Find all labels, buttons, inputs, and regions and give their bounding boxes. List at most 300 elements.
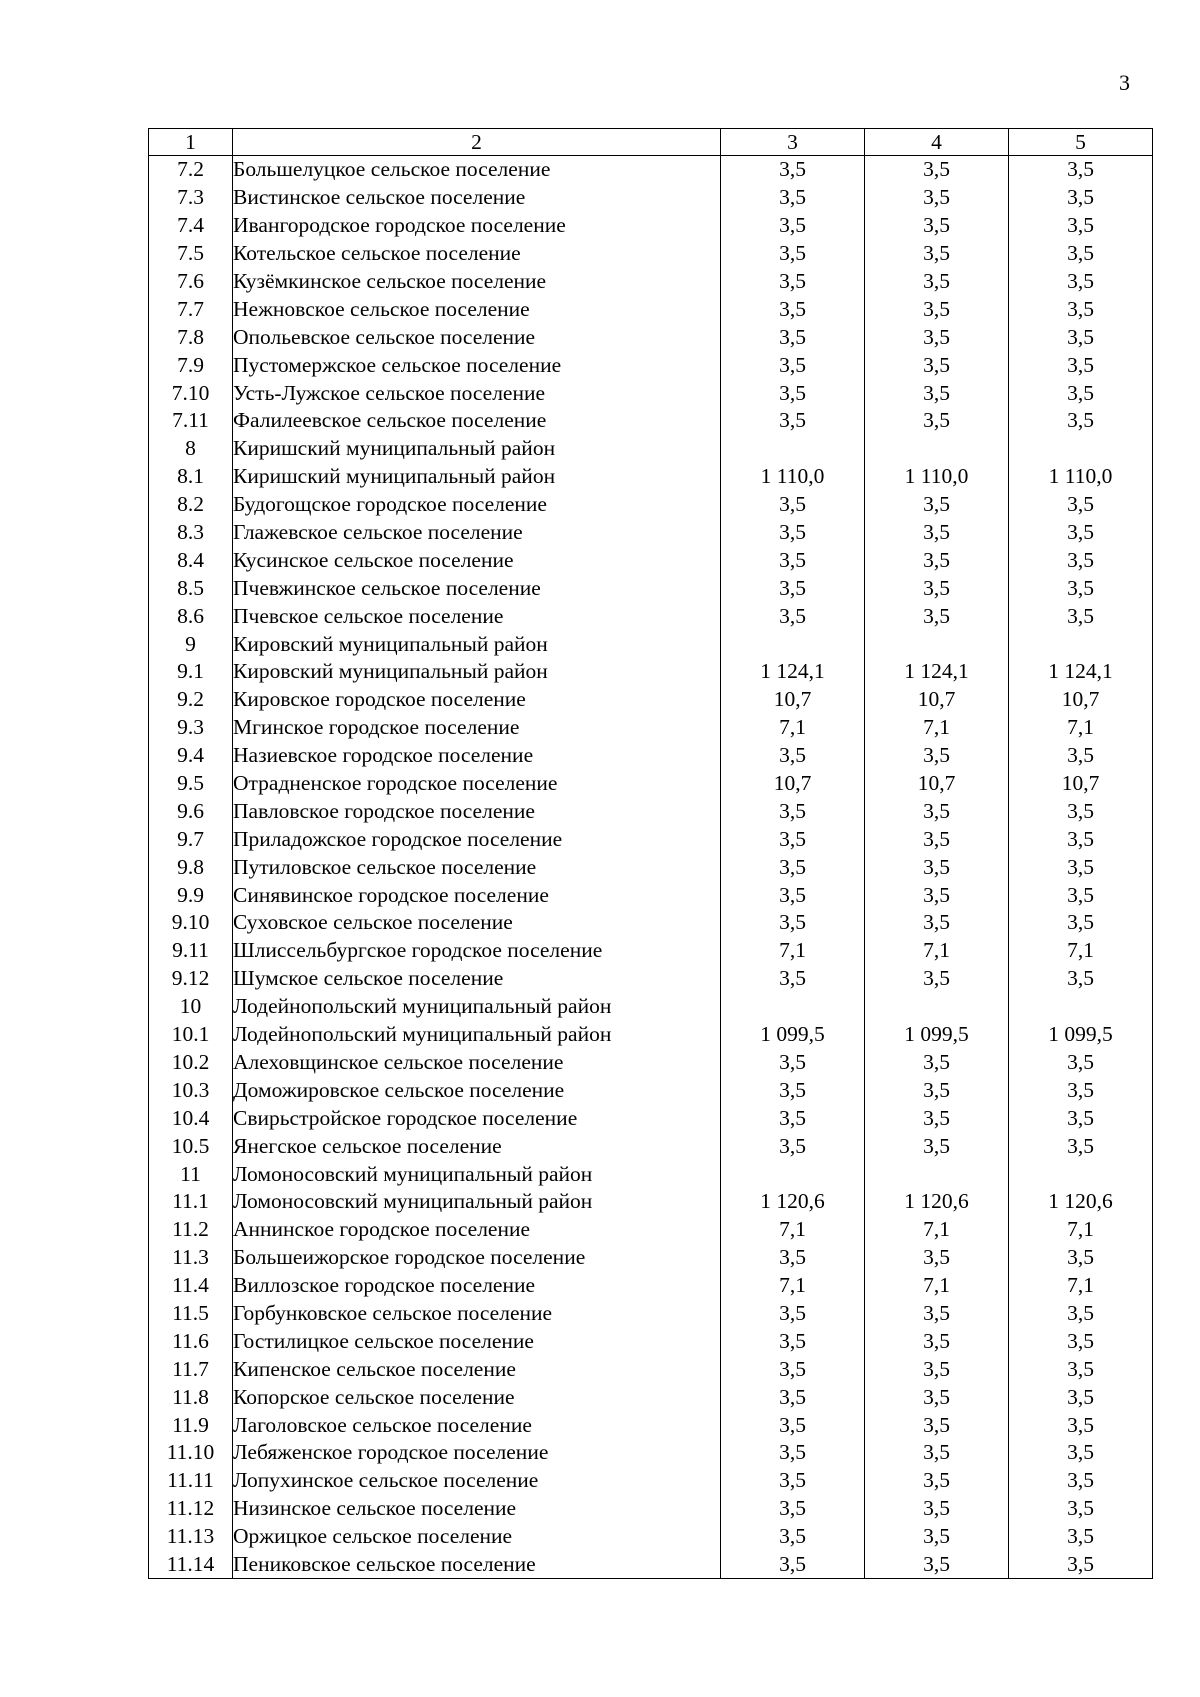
municipality-name-cell: Горбунковское сельское поселение [233,1300,721,1328]
value-cell-col5: 3,5 [1009,1411,1153,1439]
municipality-name-cell: Пениковское сельское поселение [233,1551,721,1579]
table-row [149,1244,1153,1272]
row-number-cell: 8.3 [149,519,233,547]
value-cell-col3: 3,5 [721,742,865,770]
value-cell-col3: 3,5 [721,240,865,268]
value-cell-col4: 10,7 [865,770,1009,798]
row-number-cell: 9.10 [149,909,233,937]
table-row [149,435,1153,463]
row-number-cell: 7.8 [149,323,233,351]
value-cell-col4: 3,5 [865,1132,1009,1160]
value-cell-col3: 3,5 [721,1104,865,1132]
value-cell-col5: 3,5 [1009,965,1153,993]
table-row [149,658,1153,686]
table-row [149,156,1153,184]
municipality-name-cell: Виллозское городское поселение [233,1272,721,1300]
table-row [149,1551,1153,1579]
table-row [149,519,1153,547]
municipality-name-cell: Ломоносовский муниципальный район [233,1188,721,1216]
row-number-cell: 11.9 [149,1411,233,1439]
table-row [149,1216,1153,1244]
table-row [149,184,1153,212]
row-number-cell: 7.9 [149,351,233,379]
value-cell-col3: 1 099,5 [721,1021,865,1049]
value-cell-col3: 3,5 [721,268,865,296]
value-cell-col4: 3,5 [865,379,1009,407]
table-row [149,351,1153,379]
municipality-name-cell: Вистинское сельское поселение [233,184,721,212]
value-cell-col3: 3,5 [721,379,865,407]
table-row [149,491,1153,519]
value-cell-col5: 3,5 [1009,1467,1153,1495]
value-cell-col5: 3,5 [1009,546,1153,574]
value-cell-col4: 3,5 [865,909,1009,937]
municipality-name-cell: Фалилеевское сельское поселение [233,407,721,435]
value-cell-col5: 1 120,6 [1009,1188,1153,1216]
value-cell-col4: 3,5 [865,574,1009,602]
table-row [149,1383,1153,1411]
value-cell-col4: 3,5 [865,1076,1009,1104]
row-number-cell: 9.8 [149,853,233,881]
value-cell-col3: 3,5 [721,1049,865,1077]
value-cell-col3: 3,5 [721,1551,865,1579]
table-header-row [149,129,1153,156]
value-cell-col3: 3,5 [721,1383,865,1411]
value-cell-col4: 1 120,6 [865,1188,1009,1216]
value-cell-col5: 1 099,5 [1009,1021,1153,1049]
value-cell-col5: 3,5 [1009,602,1153,630]
value-cell-col5: 3,5 [1009,1132,1153,1160]
value-cell-col4: 3,5 [865,323,1009,351]
table-row [149,937,1153,965]
value-cell-col5: 3,5 [1009,1523,1153,1551]
value-cell-col4: 3,5 [865,797,1009,825]
row-number-cell: 8 [149,435,233,463]
table-row [149,1523,1153,1551]
value-cell-col3: 3,5 [721,407,865,435]
value-cell-col5: 3,5 [1009,212,1153,240]
municipality-name-cell: Назиевское городское поселение [233,742,721,770]
value-cell-col4: 3,5 [865,1495,1009,1523]
value-cell-col4: 1 099,5 [865,1021,1009,1049]
municipality-name-cell: Усть-Лужское сельское поселение [233,379,721,407]
value-cell-col4: 3,5 [865,742,1009,770]
value-cell-col5 [1009,993,1153,1021]
table-row [149,1021,1153,1049]
value-cell-col4: 10,7 [865,686,1009,714]
value-cell-col5: 3,5 [1009,742,1153,770]
municipality-name-cell: Оржицкое сельское поселение [233,1523,721,1551]
municipality-name-cell: Шлиссельбургское городское поселение [233,937,721,965]
value-cell-col5 [1009,630,1153,658]
table-row [149,1132,1153,1160]
table-row [149,797,1153,825]
municipality-name-cell: Аннинское городское поселение [233,1216,721,1244]
value-cell-col5: 3,5 [1009,1076,1153,1104]
row-number-cell: 10.1 [149,1021,233,1049]
value-cell-col4: 3,5 [865,1104,1009,1132]
allocation-table [148,128,1153,1579]
row-number-cell: 11.5 [149,1300,233,1328]
table-row [149,1300,1153,1328]
page-number: 3 [1119,70,1130,95]
value-cell-col4: 3,5 [865,240,1009,268]
municipality-name-cell: Нежновское сельское поселение [233,295,721,323]
value-cell-col5: 7,1 [1009,714,1153,742]
row-number-cell: 7.2 [149,156,233,184]
municipality-name-cell: Пустомержское сельское поселение [233,351,721,379]
value-cell-col4: 3,5 [865,268,1009,296]
value-cell-col3: 3,5 [721,351,865,379]
value-cell-col5: 3,5 [1009,379,1153,407]
table-row [149,825,1153,853]
value-cell-col5: 3,5 [1009,797,1153,825]
table-row [149,853,1153,881]
value-cell-col5: 3,5 [1009,1383,1153,1411]
value-cell-col3: 3,5 [721,212,865,240]
table-row [149,407,1153,435]
table-row [149,240,1153,268]
municipality-name-cell: Лаголовское сельское поселение [233,1411,721,1439]
table-row [149,463,1153,491]
value-cell-col4: 3,5 [865,1049,1009,1077]
row-number-cell: 9.11 [149,937,233,965]
row-number-cell: 9.1 [149,658,233,686]
municipality-name-cell: Лодейнопольский муниципальный район [233,993,721,1021]
municipality-name-cell: Кировское городское поселение [233,686,721,714]
value-cell-col5: 3,5 [1009,240,1153,268]
value-cell-col5: 3,5 [1009,1355,1153,1383]
column-header-2: 2 [233,129,721,156]
value-cell-col5: 3,5 [1009,881,1153,909]
table-row [149,965,1153,993]
municipality-name-cell: Большелуцкое сельское поселение [233,156,721,184]
row-number-cell: 8.2 [149,491,233,519]
municipality-name-cell: Гостилицкое сельское поселение [233,1327,721,1355]
value-cell-col4: 3,5 [865,1467,1009,1495]
municipality-name-cell: Опольевское сельское поселение [233,323,721,351]
value-cell-col4 [865,435,1009,463]
value-cell-col4: 3,5 [865,156,1009,184]
table-row [149,1327,1153,1355]
municipality-name-cell: Ломоносовский муниципальный район [233,1160,721,1188]
value-cell-col3: 3,5 [721,602,865,630]
municipality-name-cell: Глажевское сельское поселение [233,519,721,547]
municipality-name-cell: Янегское сельское поселение [233,1132,721,1160]
municipality-name-cell: Доможировское сельское поселение [233,1076,721,1104]
row-number-cell: 11 [149,1160,233,1188]
value-cell-col4: 7,1 [865,1216,1009,1244]
municipality-name-cell: Суховское сельское поселение [233,909,721,937]
municipality-name-cell: Отрадненское городское поселение [233,770,721,798]
value-cell-col4: 7,1 [865,714,1009,742]
value-cell-col3: 7,1 [721,1272,865,1300]
row-number-cell: 8.1 [149,463,233,491]
value-cell-col4: 3,5 [865,351,1009,379]
row-number-cell: 11.7 [149,1355,233,1383]
value-cell-col5: 7,1 [1009,1272,1153,1300]
column-header-5: 5 [1009,129,1153,156]
value-cell-col3: 3,5 [721,1327,865,1355]
table-row [149,1495,1153,1523]
municipality-name-cell: Приладожское городское поселение [233,825,721,853]
value-cell-col3: 3,5 [721,965,865,993]
table-row [149,1160,1153,1188]
value-cell-col4: 3,5 [865,602,1009,630]
value-cell-col4: 3,5 [865,1327,1009,1355]
value-cell-col3: 3,5 [721,1132,865,1160]
value-cell-col3 [721,993,865,1021]
value-cell-col3: 3,5 [721,574,865,602]
row-number-cell: 9.7 [149,825,233,853]
municipality-name-cell: Лопухинское сельское поселение [233,1467,721,1495]
municipality-name-cell: Кировский муниципальный район [233,658,721,686]
value-cell-col4: 3,5 [865,1244,1009,1272]
value-cell-col4: 1 110,0 [865,463,1009,491]
row-number-cell: 9 [149,630,233,658]
table-row [149,686,1153,714]
table-row [149,1272,1153,1300]
value-cell-col4: 3,5 [865,1300,1009,1328]
row-number-cell: 7.3 [149,184,233,212]
municipality-name-cell: Пчевское сельское поселение [233,602,721,630]
value-cell-col5: 3,5 [1009,519,1153,547]
value-cell-col3: 3,5 [721,797,865,825]
value-cell-col5: 10,7 [1009,770,1153,798]
row-number-cell: 9.2 [149,686,233,714]
row-number-cell: 7.4 [149,212,233,240]
row-number-cell: 8.5 [149,574,233,602]
table-row [149,1049,1153,1077]
value-cell-col5: 10,7 [1009,686,1153,714]
value-cell-col5: 3,5 [1009,351,1153,379]
value-cell-col3: 1 110,0 [721,463,865,491]
value-cell-col5: 3,5 [1009,491,1153,519]
municipality-name-cell: Котельское сельское поселение [233,240,721,268]
value-cell-col3: 3,5 [721,1439,865,1467]
value-cell-col3: 3,5 [721,909,865,937]
value-cell-col5: 3,5 [1009,1244,1153,1272]
value-cell-col4 [865,1160,1009,1188]
value-cell-col5: 3,5 [1009,909,1153,937]
row-number-cell: 11.10 [149,1439,233,1467]
row-number-cell: 11.1 [149,1188,233,1216]
value-cell-col3: 7,1 [721,937,865,965]
value-cell-col4: 3,5 [865,825,1009,853]
municipality-name-cell: Лебяженское городское поселение [233,1439,721,1467]
municipality-name-cell: Будогощское городское поселение [233,491,721,519]
row-number-cell: 7.7 [149,295,233,323]
row-number-cell: 11.11 [149,1467,233,1495]
table-row [149,770,1153,798]
value-cell-col3: 3,5 [721,1523,865,1551]
table-row [149,546,1153,574]
table-row [149,379,1153,407]
row-number-cell: 7.5 [149,240,233,268]
value-cell-col4: 3,5 [865,295,1009,323]
row-number-cell: 11.6 [149,1327,233,1355]
row-number-cell: 11.2 [149,1216,233,1244]
table-row [149,1104,1153,1132]
row-number-cell: 10.5 [149,1132,233,1160]
row-number-cell: 7.6 [149,268,233,296]
table-row [149,993,1153,1021]
table-row [149,602,1153,630]
value-cell-col3: 3,5 [721,1495,865,1523]
row-number-cell: 9.12 [149,965,233,993]
value-cell-col5: 3,5 [1009,1327,1153,1355]
value-cell-col3: 3,5 [721,546,865,574]
value-cell-col5: 3,5 [1009,407,1153,435]
row-number-cell: 10 [149,993,233,1021]
column-header-3: 3 [721,129,865,156]
value-cell-col3: 3,5 [721,156,865,184]
municipality-name-cell: Пчевжинское сельское поселение [233,574,721,602]
value-cell-col4: 3,5 [865,491,1009,519]
municipality-name-cell: Копорское сельское поселение [233,1383,721,1411]
value-cell-col3: 10,7 [721,770,865,798]
value-cell-col4: 3,5 [865,1523,1009,1551]
value-cell-col5: 3,5 [1009,156,1153,184]
value-cell-col4: 3,5 [865,881,1009,909]
value-cell-col3: 7,1 [721,714,865,742]
table-row [149,323,1153,351]
row-number-cell: 11.13 [149,1523,233,1551]
table-row [149,295,1153,323]
municipality-name-cell: Кипенское сельское поселение [233,1355,721,1383]
value-cell-col5: 3,5 [1009,1300,1153,1328]
value-cell-col3: 1 120,6 [721,1188,865,1216]
row-number-cell: 11.14 [149,1551,233,1579]
municipality-name-cell: Алеховщинское сельское поселение [233,1049,721,1077]
value-cell-col3: 3,5 [721,1467,865,1495]
value-cell-col3: 3,5 [721,1300,865,1328]
table-row [149,909,1153,937]
value-cell-col4: 3,5 [865,519,1009,547]
value-cell-col5: 7,1 [1009,937,1153,965]
table-row [149,1411,1153,1439]
row-number-cell: 8.6 [149,602,233,630]
value-cell-col4 [865,630,1009,658]
value-cell-col3 [721,630,865,658]
value-cell-col3: 3,5 [721,1355,865,1383]
row-number-cell: 7.10 [149,379,233,407]
table-row [149,574,1153,602]
municipality-name-cell: Ивангородское городское поселение [233,212,721,240]
value-cell-col3: 3,5 [721,1244,865,1272]
value-cell-col5: 3,5 [1009,574,1153,602]
value-cell-col4: 3,5 [865,1383,1009,1411]
municipality-name-cell: Шумское сельское поселение [233,965,721,993]
value-cell-col3: 3,5 [721,295,865,323]
row-number-cell: 9.6 [149,797,233,825]
table-row [149,1439,1153,1467]
row-number-cell: 11.4 [149,1272,233,1300]
value-cell-col5: 3,5 [1009,1551,1153,1579]
row-number-cell: 8.4 [149,546,233,574]
value-cell-col5: 7,1 [1009,1216,1153,1244]
municipality-name-cell: Свирьстройское городское поселение [233,1104,721,1132]
municipality-name-cell: Путиловское сельское поселение [233,853,721,881]
column-header-1: 1 [149,129,233,156]
table-row [149,630,1153,658]
value-cell-col5: 3,5 [1009,1104,1153,1132]
municipality-name-cell: Мгинское городское поселение [233,714,721,742]
municipality-name-cell: Лодейнопольский муниципальный район [233,1021,721,1049]
row-number-cell: 9.5 [149,770,233,798]
value-cell-col5: 1 110,0 [1009,463,1153,491]
value-cell-col4: 1 124,1 [865,658,1009,686]
table-row [149,742,1153,770]
value-cell-col3: 3,5 [721,1076,865,1104]
value-cell-col5: 3,5 [1009,825,1153,853]
table-row [149,714,1153,742]
value-cell-col4: 3,5 [865,965,1009,993]
value-cell-col4: 3,5 [865,1551,1009,1579]
value-cell-col3: 3,5 [721,1411,865,1439]
value-cell-col5: 3,5 [1009,1495,1153,1523]
municipality-name-cell: Большеижорское городское поселение [233,1244,721,1272]
value-cell-col3: 10,7 [721,686,865,714]
table-row [149,1076,1153,1104]
table-row [149,1467,1153,1495]
value-cell-col5 [1009,435,1153,463]
value-cell-col5: 3,5 [1009,1439,1153,1467]
value-cell-col4: 3,5 [865,407,1009,435]
municipality-name-cell: Кузёмкинское сельское поселение [233,268,721,296]
value-cell-col4: 3,5 [865,1439,1009,1467]
value-cell-col5: 3,5 [1009,295,1153,323]
table-row [149,881,1153,909]
value-cell-col3 [721,435,865,463]
value-cell-col3: 3,5 [721,323,865,351]
value-cell-col4 [865,993,1009,1021]
row-number-cell: 11.3 [149,1244,233,1272]
row-number-cell: 11.8 [149,1383,233,1411]
value-cell-col5: 1 124,1 [1009,658,1153,686]
value-cell-col3: 3,5 [721,853,865,881]
municipality-name-cell: Низинское сельское поселение [233,1495,721,1523]
value-cell-col5: 3,5 [1009,184,1153,212]
value-cell-col4: 3,5 [865,546,1009,574]
value-cell-col3: 3,5 [721,825,865,853]
municipality-name-cell: Киришский муниципальный район [233,463,721,491]
municipality-name-cell: Кусинское сельское поселение [233,546,721,574]
value-cell-col5 [1009,1160,1153,1188]
value-cell-col3: 3,5 [721,491,865,519]
value-cell-col4: 3,5 [865,184,1009,212]
table-row [149,1188,1153,1216]
row-number-cell: 10.2 [149,1049,233,1077]
value-cell-col4: 7,1 [865,1272,1009,1300]
value-cell-col3 [721,1160,865,1188]
table-row [149,212,1153,240]
municipality-name-cell: Кировский муниципальный район [233,630,721,658]
row-number-cell: 9.4 [149,742,233,770]
value-cell-col3: 3,5 [721,184,865,212]
value-cell-col5: 3,5 [1009,268,1153,296]
row-number-cell: 9.3 [149,714,233,742]
value-cell-col3: 3,5 [721,519,865,547]
municipality-name-cell: Киришский муниципальный район [233,435,721,463]
table-body [149,156,1153,1579]
value-cell-col4: 3,5 [865,853,1009,881]
row-number-cell: 11.12 [149,1495,233,1523]
value-cell-col3: 7,1 [721,1216,865,1244]
municipality-name-cell: Синявинское городское поселение [233,881,721,909]
value-cell-col3: 1 124,1 [721,658,865,686]
row-number-cell: 10.3 [149,1076,233,1104]
